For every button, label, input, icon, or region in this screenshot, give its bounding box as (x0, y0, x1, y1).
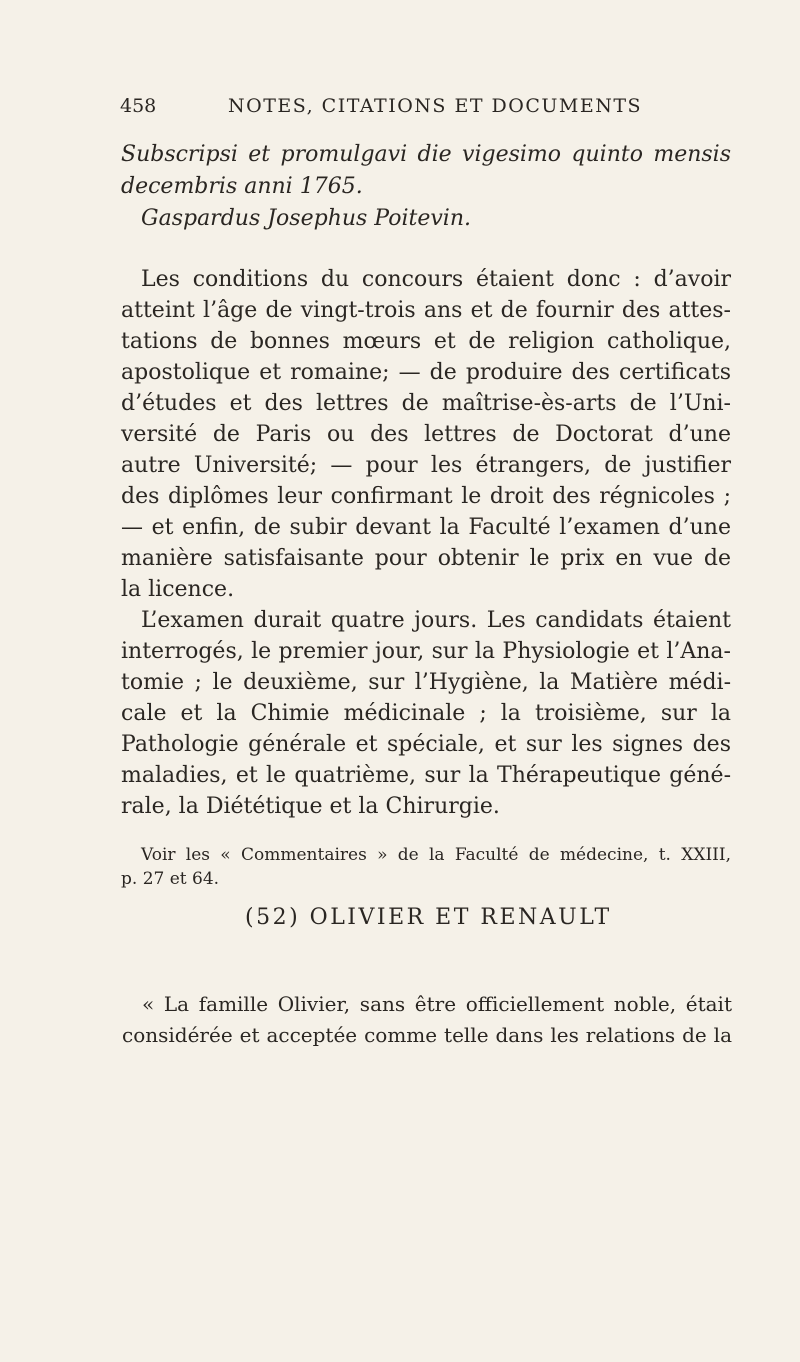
text-line: versité de Paris ou des lettres de Doctorat d’une (121, 422, 731, 447)
text-line: tomie ; le deuxième, sur l’Hygiène, la Matière médi- (121, 670, 731, 695)
page-header (120, 95, 730, 121)
section-line-1: « La famille Olivier, sans être officiellement noble, était (142, 992, 732, 1016)
text-line: rale, la Diététique et la Chirurgie. (121, 794, 500, 819)
text-line: atteint l’âge de vingt-trois ans et de fournir des attes- (121, 298, 731, 323)
running-title: NOTES, CITATIONS ET DOCUMENTS (228, 95, 643, 117)
text-line: tations de bonnes mœurs et de religion catholique, (121, 329, 731, 354)
latin-signature: Gaspardus Josephus Poitevin. (141, 206, 471, 231)
latin-line-2: decembris anni 1765. (121, 174, 363, 199)
section-line-2: considérée et acceptée comme telle dans les relations de la (122, 1023, 732, 1047)
footnote-line-2: p. 27 et 64. (121, 869, 220, 889)
text-line: d’études et des lettres de maîtrise-ès-arts de l’Uni- (121, 391, 731, 416)
text-line: cale et la Chimie médicinale ; la troisième, sur la (121, 701, 731, 726)
text-line: des diplômes leur confirmant le droit des régnicoles ; (121, 484, 731, 509)
text-line: Pathologie générale et spéciale, et sur les signes des (121, 732, 731, 757)
text-line: autre Université; — pour les étrangers, de justifier (121, 453, 731, 478)
text-line: Les conditions du concours étaient donc : d’avoir (141, 267, 731, 292)
footnote-line-1: Voir les « Commentaires » de la Faculté de médecine, t. XXIII, (141, 845, 731, 865)
text-line: maladies, et le quatrième, sur la Thérapeutique géné- (121, 763, 731, 788)
page-number: 458 (120, 95, 157, 117)
text-line: manière satisfaisante pour obtenir le prix en vue de (121, 546, 731, 571)
text-line: — et enfin, de subir devant la Faculté l’examen d’une (121, 515, 731, 540)
text-line: interrogés, le premier jour, sur la Physiologie et l’Ana- (121, 639, 731, 664)
latin-line-1: Subscripsi et promulgavi die vigesimo quinto mensis (121, 142, 731, 167)
section-heading: (52) OLIVIER ET RENAULT (245, 905, 612, 930)
text-line: la licence. (121, 577, 235, 602)
text-line: L’examen durait quatre jours. Les candidats étaient (141, 608, 731, 633)
text-line: apostolique et romaine; — de produire des certificats (121, 360, 731, 385)
